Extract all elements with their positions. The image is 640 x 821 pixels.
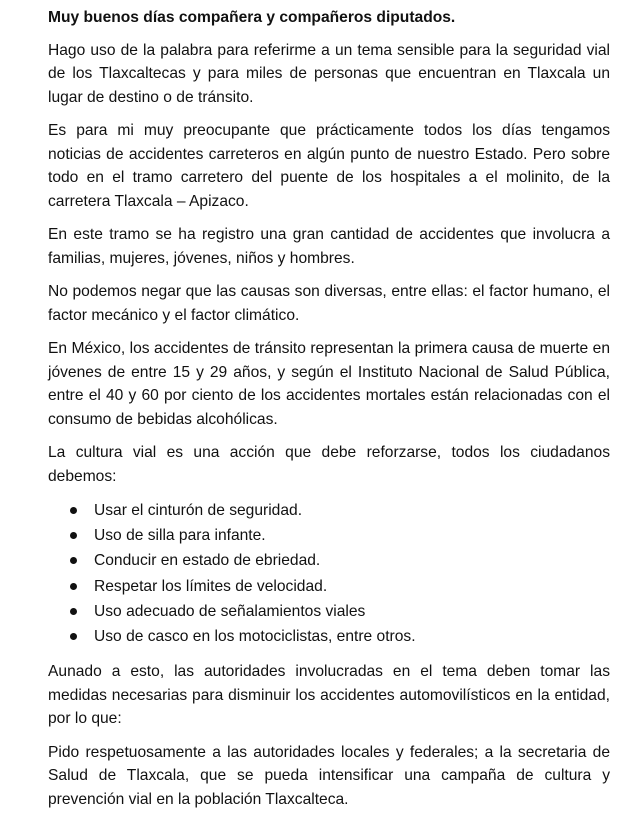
paragraph-authorities: Aunado a esto, las autoridades involucradas en el tema deben tomar las medidas necesarias para disminuir los accidentes automovilísticos en la entidad, por lo que: xyxy=(48,663,610,728)
paragraph-intro: Hago uso de la palabra para referirme a un tema sensible para la seguridad vial de los Tlaxcaltecas y para miles de personas que encuentran en Tlaxcala un lugar de destino o de tránsito. xyxy=(48,41,610,106)
paragraph-concern: Es para mi muy preocupante que prácticamente todos los días tengamos noticias de accidentes carreteros en algún punto de nuestro Estado. Pero sobre todo en el tramo carretero del puente de los hospitales a el molinito, de la carretera Tlaxcala – Apizaco. xyxy=(48,122,610,210)
list-item-text: Usar el cinturón de seguridad. xyxy=(94,502,303,519)
paragraph-road-culture: La cultura vial es una acción que debe reforzarse, todos los ciudadanos debemos: xyxy=(48,444,610,485)
document-heading: Muy buenos días compañera y compañeros diputados. xyxy=(48,9,456,26)
list-item xyxy=(48,624,610,649)
bullet-icon xyxy=(70,633,77,640)
list-item xyxy=(48,599,610,624)
list-item-text: Uso de silla para infante. xyxy=(94,527,266,545)
list-item-text: Respetar los límites de velocidad. xyxy=(94,577,328,595)
bullet-icon xyxy=(70,583,77,590)
bullet-icon xyxy=(70,608,77,615)
list-item-text: Uso adecuado de señalamientos viales xyxy=(94,602,366,620)
paragraph-request: Pido respetuosamente a las autoridades locales y federales; a la secretaria de Salud de Tlaxcala, que se pueda intensificar una campaña de cultura y prevención vial en la población Tlaxcalteca. xyxy=(48,743,610,808)
paragraph-statistics: En México, los accidentes de tránsito representan la primera causa de muerte en jóvenes de entre 15 y 29 años, y según el Instituto Nacional de Salud Pública, entre el 40 y 60 por ciento de los accidentes mortales están relacionadas con el consumo de bebidas alcohólicas. xyxy=(48,340,610,428)
list-item-text: Conducir en estado de ebriedad. xyxy=(94,552,321,570)
document-page xyxy=(48,6,610,821)
list-item xyxy=(48,548,610,573)
paragraph-causes: No podemos negar que las causas son diversas, entre ellas: el factor humano, el factor mecánico y el factor climático. xyxy=(48,283,610,324)
list-item xyxy=(48,523,610,548)
list-item xyxy=(48,498,610,523)
list-item xyxy=(48,574,610,599)
paragraph-accidents: En este tramo se ha registro una gran cantidad de accidentes que involucra a familias, mujeres, jóvenes, niños y hombres. xyxy=(48,226,610,267)
bullet-icon xyxy=(70,507,77,514)
bullet-list xyxy=(48,498,610,649)
list-item-text: Uso de casco en los motociclistas, entre otros. xyxy=(94,628,416,646)
bullet-icon xyxy=(70,532,77,539)
bullet-icon xyxy=(70,557,77,564)
